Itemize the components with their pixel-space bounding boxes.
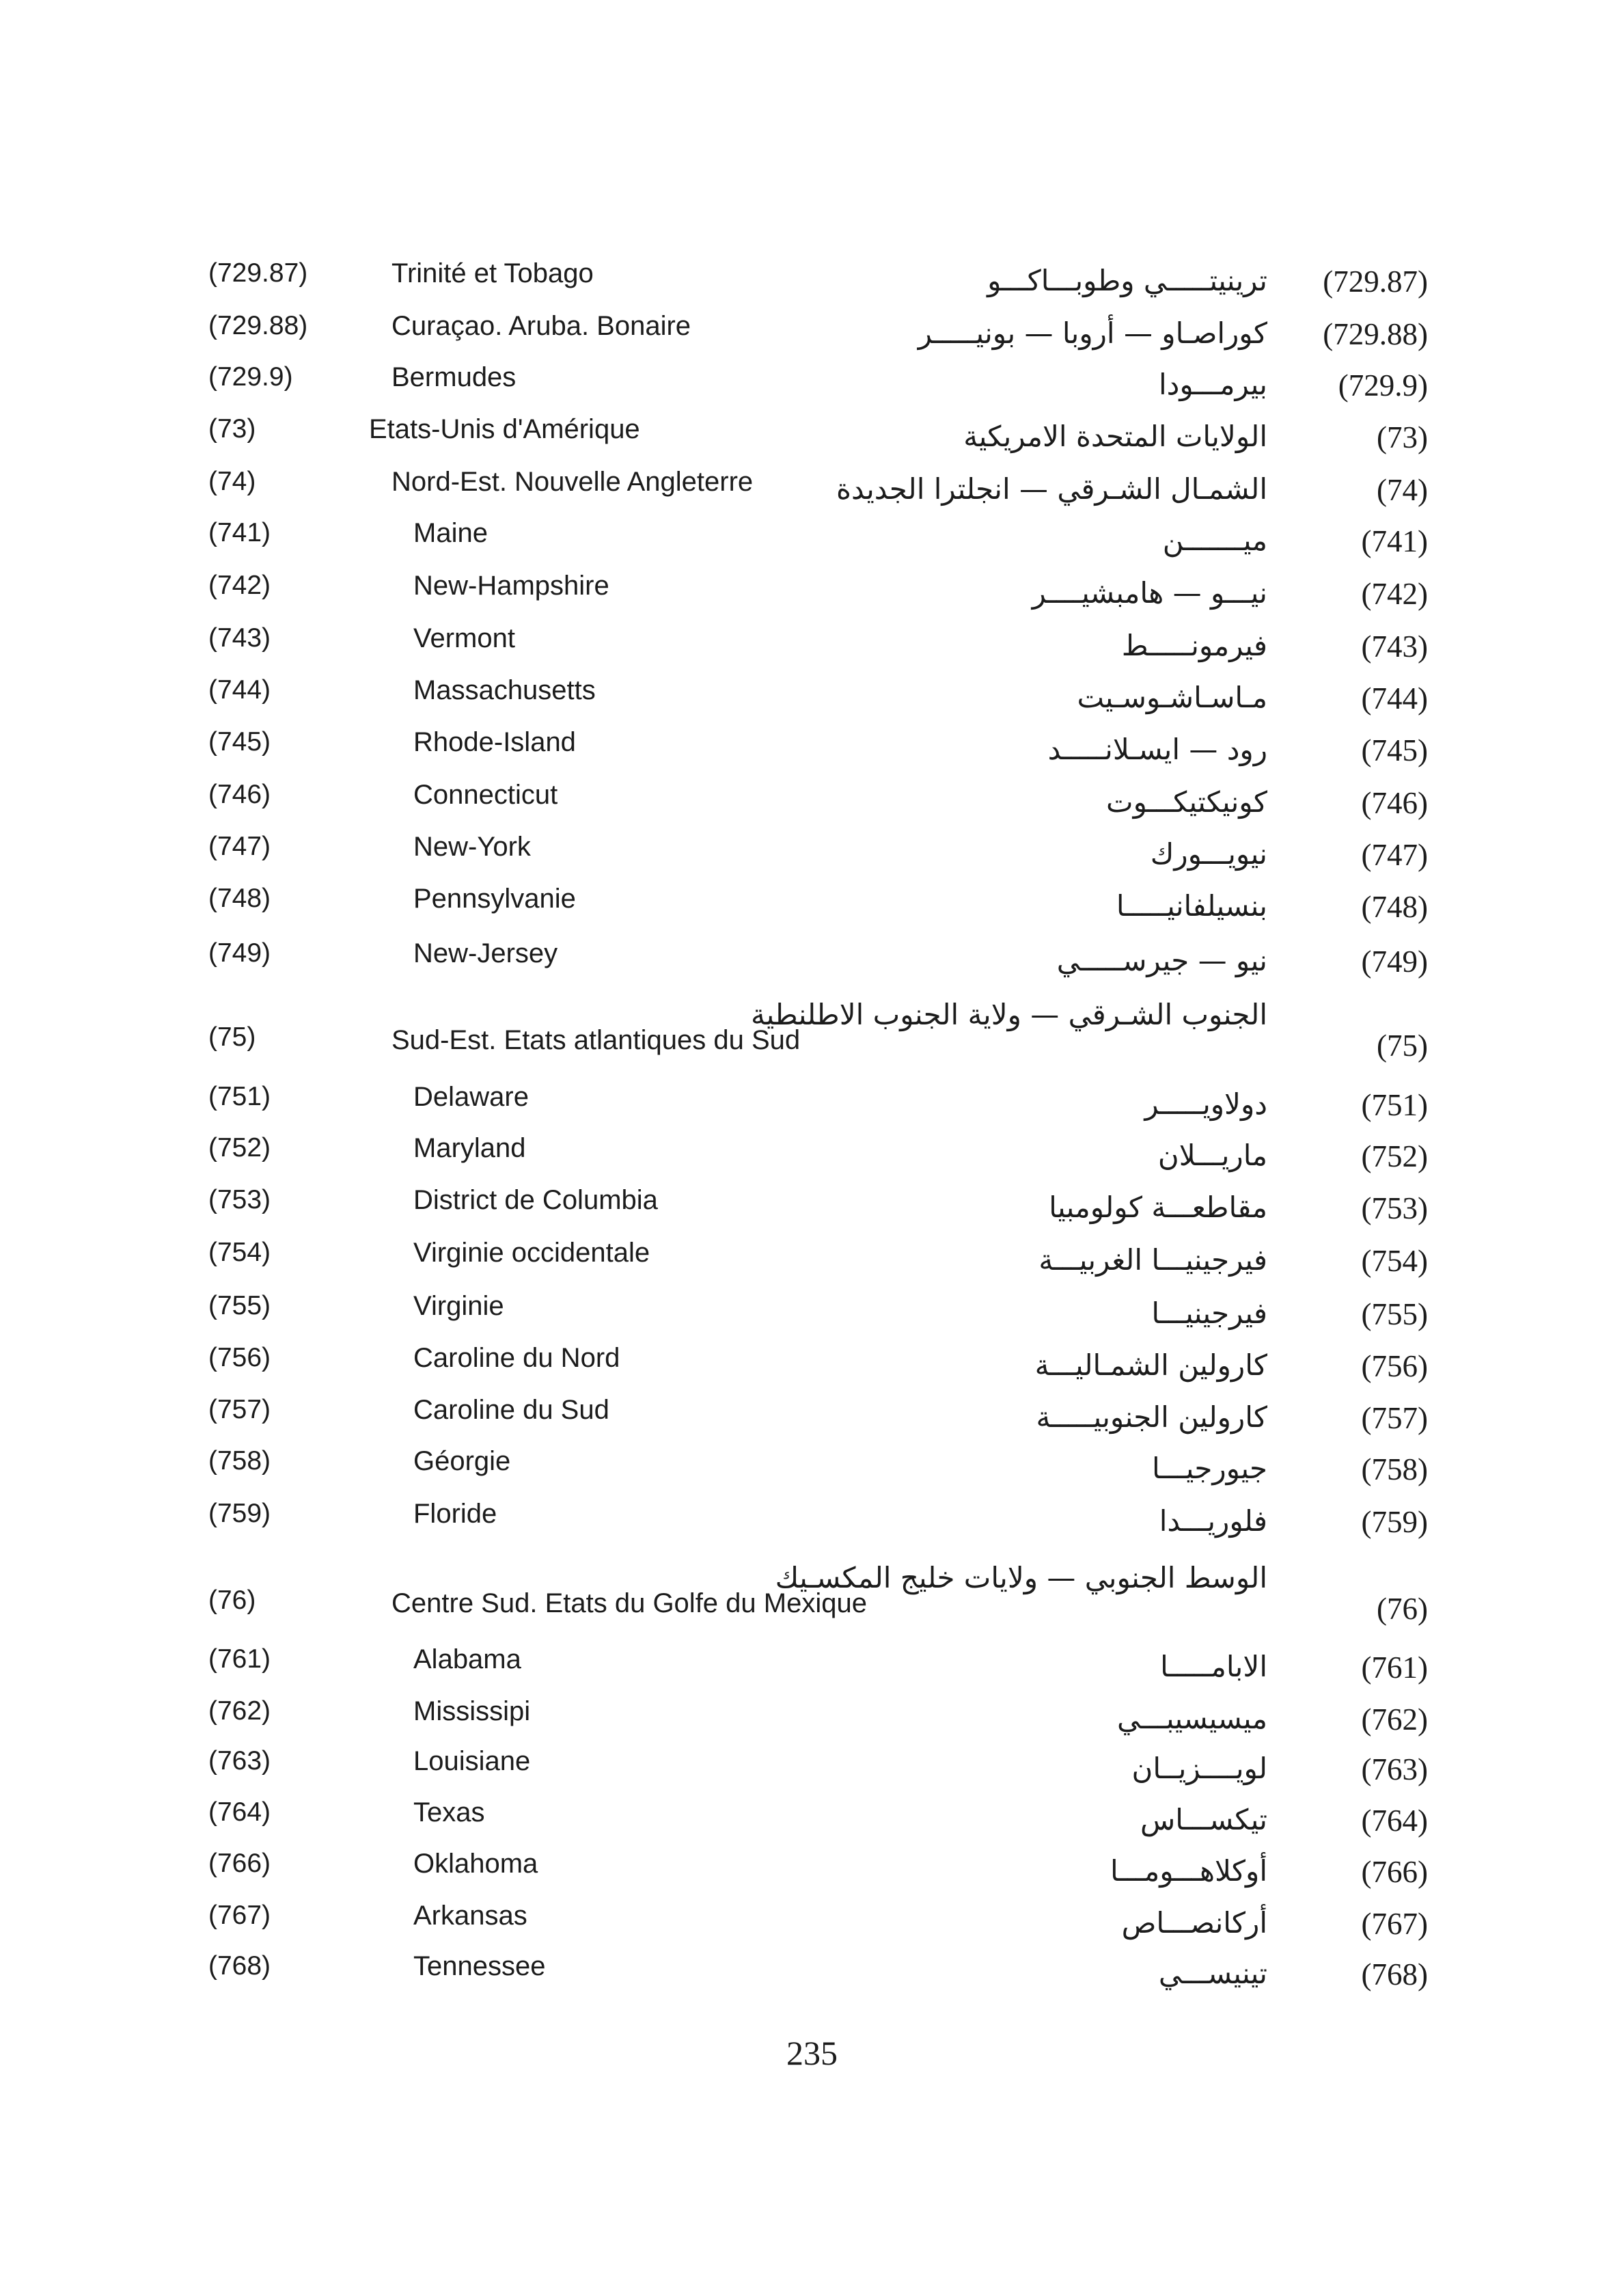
code-left: (752) <box>208 1133 271 1163</box>
french-name: Mississipi <box>413 1696 531 1726</box>
code-right: (762) <box>1361 1702 1428 1737</box>
code-right: (767) <box>1361 1907 1428 1941</box>
entry-row <box>0 1896 1624 1948</box>
code-right: (741) <box>1361 524 1428 558</box>
arabic-name: تيكســـاس <box>1140 1803 1267 1836</box>
code-right: (76) <box>1377 1592 1428 1626</box>
code-right: (745) <box>1361 733 1428 767</box>
code-right: (753) <box>1361 1191 1428 1225</box>
code-right: (74) <box>1377 473 1428 507</box>
arabic-name: رود — ايسـلانـــــد <box>1047 733 1267 766</box>
code-left: (76) <box>208 1586 256 1615</box>
entry-row <box>0 1391 1624 1443</box>
arabic-name: مقاطعـــة كولومبيا <box>1049 1191 1267 1224</box>
french-name: Géorgie <box>413 1446 511 1476</box>
entry-row <box>0 671 1624 723</box>
code-left: (743) <box>208 623 271 653</box>
entry-row <box>0 307 1624 359</box>
french-name: Rhode-Island <box>413 727 576 757</box>
entry-row <box>0 1692 1624 1744</box>
code-left: (762) <box>208 1696 271 1726</box>
french-name: Caroline du Nord <box>413 1343 620 1373</box>
french-name: Sud-Est. Etats atlantiques du Sud <box>391 1025 801 1055</box>
french-name: Massachusetts <box>413 675 596 705</box>
french-name: Nord-Est. Nouvelle Angleterre <box>391 467 754 497</box>
code-right: (729.9) <box>1338 368 1428 403</box>
arabic-name: فلوريـــدا <box>1159 1504 1267 1538</box>
code-right: (747) <box>1361 838 1428 872</box>
entry-row <box>0 880 1624 932</box>
french-name: Louisiane <box>413 1746 531 1776</box>
entry-row <box>0 1640 1624 1692</box>
code-left: (758) <box>208 1446 271 1476</box>
french-name: Maryland <box>413 1133 526 1163</box>
entry-row <box>0 619 1624 671</box>
french-name: Delaware <box>413 1082 529 1112</box>
french-name: Alabama <box>413 1644 521 1674</box>
arabic-name: نيـــو — هامبشيــــر <box>1032 576 1267 610</box>
arabic-name: بيرمـــودا <box>1158 368 1267 401</box>
french-name: New-Jersey <box>413 938 558 968</box>
arabic-name: نيو — جيرســـــي <box>1056 944 1267 977</box>
code-right: (764) <box>1361 1804 1428 1838</box>
entry-row <box>0 1287 1624 1339</box>
french-name: Tennessee <box>413 1951 546 1981</box>
arabic-name: بنسيلفانيـــــا <box>1116 889 1267 923</box>
arabic-name: الابامـــــا <box>1160 1650 1267 1683</box>
arabic-name: فيرمونـــــط <box>1121 629 1267 662</box>
entry-row <box>0 254 1624 306</box>
arabic-name: تينيســـي <box>1158 1957 1267 1990</box>
arabic-name: أوكلاهـــومـــا <box>1110 1854 1267 1888</box>
code-left: (751) <box>208 1082 271 1111</box>
entry-row <box>0 463 1624 515</box>
code-left: (749) <box>208 938 271 968</box>
code-right: (751) <box>1361 1088 1428 1122</box>
code-left: (757) <box>208 1395 271 1424</box>
arabic-name: كونيكتيكـــوت <box>1106 785 1267 819</box>
arabic-name: جيورجيـــا <box>1152 1452 1267 1485</box>
arabic-name: ترينيتـــــي وطوبـــاكـــو <box>987 264 1267 297</box>
entry-row <box>0 723 1624 775</box>
arabic-name: فيرجينيـــا <box>1151 1296 1267 1330</box>
code-left: (746) <box>208 780 271 809</box>
code-left: (75) <box>208 1022 256 1052</box>
arabic-name: لويــــزيــان <box>1131 1752 1267 1785</box>
code-left: (729.87) <box>208 258 308 288</box>
code-right: (748) <box>1361 890 1428 924</box>
code-right: (761) <box>1361 1650 1428 1685</box>
entry-row <box>0 1339 1624 1391</box>
entry-row <box>0 1793 1624 1845</box>
french-name: Arkansas <box>413 1901 527 1931</box>
french-name: Pennsylvanie <box>413 884 576 914</box>
code-left: (756) <box>208 1343 271 1372</box>
code-left: (759) <box>208 1499 271 1528</box>
code-right: (743) <box>1361 629 1428 664</box>
code-right: (742) <box>1361 577 1428 611</box>
code-right: (763) <box>1361 1752 1428 1786</box>
code-right: (752) <box>1361 1139 1428 1173</box>
french-name: Virginie <box>413 1291 504 1321</box>
code-left: (761) <box>208 1644 271 1674</box>
french-name: Virginie occidentale <box>413 1238 650 1268</box>
entry-row <box>0 828 1624 880</box>
entry-row <box>0 1845 1624 1896</box>
code-right: (729.87) <box>1323 264 1428 299</box>
entry-row <box>0 1442 1624 1494</box>
french-name: Centre Sud. Etats du Golfe du Mexique <box>391 1588 867 1618</box>
entry-row <box>0 1129 1624 1181</box>
code-right: (757) <box>1361 1401 1428 1435</box>
entry-row <box>0 998 1624 1070</box>
entry-row <box>0 1742 1624 1794</box>
code-left: (729.88) <box>208 311 308 340</box>
code-left: (745) <box>208 727 271 757</box>
code-left: (747) <box>208 832 271 861</box>
code-left: (768) <box>208 1951 271 1981</box>
code-left: (763) <box>208 1746 271 1776</box>
entry-row <box>0 1078 1624 1130</box>
entry-row <box>0 1495 1624 1547</box>
arabic-name: كوراصـاو — أروبا — بونيـــــر <box>918 316 1267 350</box>
entry-row <box>0 358 1624 410</box>
french-name: Curaçao. Aruba. Bonaire <box>391 311 691 341</box>
arabic-name: الولايات المتحدة الامريكية <box>963 420 1267 453</box>
arabic-name: ماريـــلان <box>1157 1139 1267 1172</box>
code-left: (766) <box>208 1849 271 1878</box>
entry-row <box>0 567 1624 618</box>
code-left: (753) <box>208 1185 271 1214</box>
code-left: (73) <box>208 414 256 444</box>
code-right: (729.88) <box>1323 317 1428 351</box>
french-name: District de Columbia <box>413 1185 658 1215</box>
entry-row <box>0 514 1624 566</box>
french-name: Maine <box>413 518 488 548</box>
arabic-name: فيرجينيـــا الغربيـــة <box>1038 1243 1267 1277</box>
code-left: (729.9) <box>208 362 293 392</box>
french-name: New-Hampshire <box>413 571 609 601</box>
code-left: (74) <box>208 467 256 496</box>
code-left: (744) <box>208 675 271 705</box>
arabic-name: دولاويـــــر <box>1144 1087 1267 1121</box>
french-name: Caroline du Sud <box>413 1395 609 1425</box>
code-left: (742) <box>208 571 271 600</box>
code-right: (754) <box>1361 1244 1428 1278</box>
french-name: Floride <box>413 1499 497 1529</box>
code-right: (756) <box>1361 1349 1428 1383</box>
french-name: Oklahoma <box>413 1849 538 1879</box>
french-name: Bermudes <box>391 362 517 392</box>
french-name: Vermont <box>413 623 515 653</box>
arabic-name: نيويـــورك <box>1150 837 1267 871</box>
code-right: (766) <box>1361 1855 1428 1889</box>
code-right: (759) <box>1361 1505 1428 1539</box>
code-left: (767) <box>208 1901 271 1930</box>
code-left: (764) <box>208 1797 271 1827</box>
french-name: New-York <box>413 832 531 862</box>
code-left: (755) <box>208 1291 271 1320</box>
arabic-name: كارولين الجنوبيـــــة <box>1036 1400 1267 1434</box>
arabic-name: مـاسـاشـوسـيت <box>1077 681 1267 714</box>
entry-row <box>0 1561 1624 1633</box>
code-right: (755) <box>1361 1297 1428 1331</box>
arabic-name: ميسيسيبـــي <box>1116 1702 1267 1735</box>
code-left: (748) <box>208 884 271 913</box>
code-right: (744) <box>1361 681 1428 716</box>
code-right: (75) <box>1377 1029 1428 1063</box>
arabic-name: الجنوب الشـرقي — ولاية الجنوب الاطلنطية <box>751 998 1267 1031</box>
code-right: (758) <box>1361 1452 1428 1486</box>
code-left: (741) <box>208 518 271 547</box>
entry-row <box>0 1181 1624 1233</box>
arabic-name: كارولين الشمـاليـــة <box>1034 1348 1267 1382</box>
code-right: (768) <box>1361 1957 1428 1991</box>
entry-row <box>0 934 1624 986</box>
code-right: (749) <box>1361 944 1428 979</box>
code-right: (746) <box>1361 786 1428 820</box>
code-left: (754) <box>208 1238 271 1267</box>
arabic-name: الوسط الجنوبي — ولايات خليج المكسـيك <box>775 1561 1267 1594</box>
entry-row <box>0 776 1624 828</box>
arabic-name: أركانصـــاص <box>1121 1906 1267 1940</box>
arabic-name: الشمـال الشـرقي — انجلترا الجديدة <box>836 472 1267 506</box>
code-right: (73) <box>1377 420 1428 454</box>
arabic-name: ميـــــــن <box>1162 524 1267 557</box>
french-name: Texas <box>413 1797 485 1827</box>
page-number: 235 <box>786 2034 838 2072</box>
french-name: Trinité et Tobago <box>391 258 594 288</box>
entry-row <box>0 1947 1624 1999</box>
french-name: Connecticut <box>413 780 558 810</box>
entry-row <box>0 1234 1624 1286</box>
entry-row <box>0 410 1624 462</box>
french-name: Etats-Unis d'Amérique <box>369 414 640 444</box>
